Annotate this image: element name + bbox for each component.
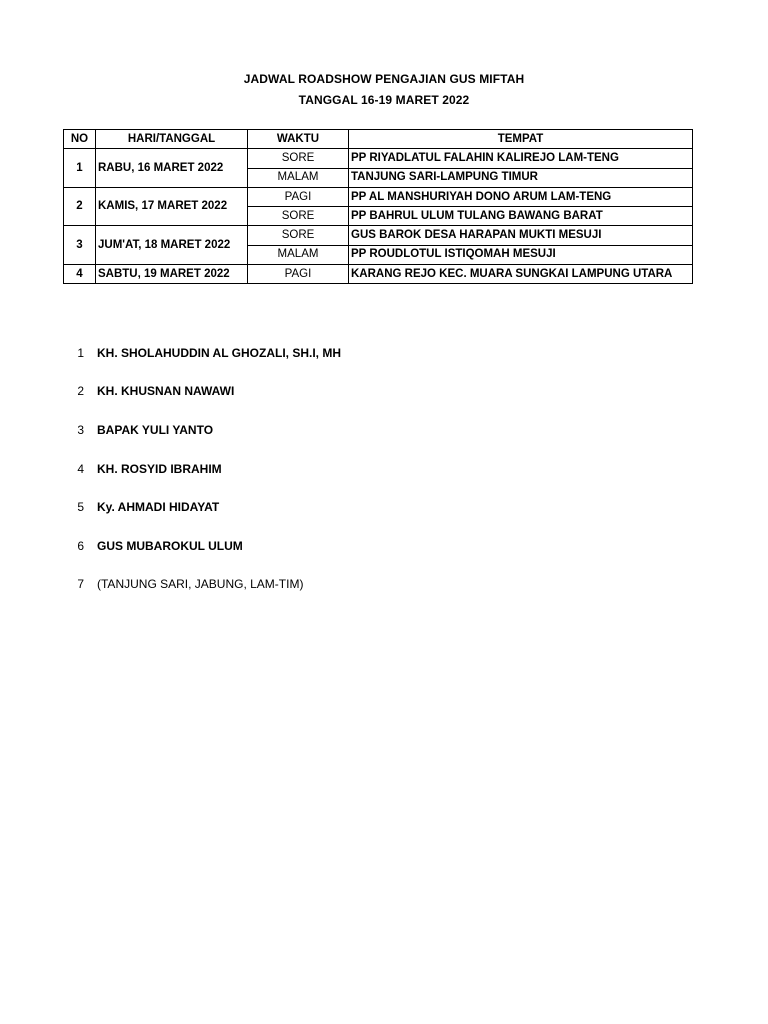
header-time: WAKTU	[248, 130, 349, 149]
document-title: JADWAL ROADSHOW PENGAJIAN GUS MIFTAH	[243, 72, 525, 86]
row-place: PP AL MANSHURIYAH DONO ARUM LAM-TENG	[349, 187, 693, 206]
list-item-number: 2	[77, 384, 84, 398]
row-time: SORE	[248, 226, 349, 245]
table-row	[64, 265, 693, 284]
row-time: PAGI	[248, 187, 349, 206]
list-item-number: 6	[77, 539, 84, 553]
list-item-number: 4	[77, 462, 84, 476]
row-day: SABTU, 19 MARET 2022	[96, 265, 248, 284]
table-row	[64, 187, 693, 206]
row-time: SORE	[248, 149, 349, 168]
document-subtitle: TANGGAL 16-19 MARET 2022	[298, 93, 470, 107]
list-item-name: BAPAK YULI YANTO	[97, 423, 214, 437]
row-place: PP RIYADLATUL FALAHIN KALIREJO LAM-TENG	[349, 149, 693, 168]
list-item-name: GUS MUBAROKUL ULUM	[97, 539, 243, 553]
row-no: 4	[64, 265, 96, 284]
list-item-name: KH. SHOLAHUDDIN AL GHOZALI, SH.I, MH	[97, 346, 341, 360]
table-header-row	[64, 130, 693, 149]
row-time: SORE	[248, 207, 349, 226]
row-place: GUS BAROK DESA HARAPAN MUKTI MESUJI	[349, 226, 693, 245]
row-place: PP BAHRUL ULUM TULANG BAWANG BARAT	[349, 207, 693, 226]
row-place: KARANG REJO KEC. MUARA SUNGKAI LAMPUNG UTARA	[349, 265, 693, 284]
list-item-number: 7	[77, 577, 84, 591]
list-item-name: KH. KHUSNAN NAWAWI	[97, 384, 235, 398]
row-day: JUM'AT, 18 MARET 2022	[96, 226, 248, 265]
header-place: TEMPAT	[349, 130, 693, 149]
schedule-table	[63, 129, 693, 284]
row-time: PAGI	[248, 265, 349, 284]
row-no: 1	[64, 149, 96, 188]
list-item-name: (TANJUNG SARI, JABUNG, LAM-TIM)	[97, 577, 304, 591]
list-item-name: KH. ROSYID IBRAHIM	[97, 462, 222, 476]
row-day: RABU, 16 MARET 2022	[96, 149, 248, 188]
table-row	[64, 226, 693, 245]
header-no: NO	[64, 130, 96, 149]
list-item-number: 1	[77, 346, 84, 360]
row-no: 2	[64, 187, 96, 226]
row-place: PP ROUDLOTUL ISTIQOMAH MESUJI	[349, 245, 693, 264]
row-time: MALAM	[248, 168, 349, 187]
row-no: 3	[64, 226, 96, 265]
row-place: TANJUNG SARI-LAMPUNG TIMUR	[349, 168, 693, 187]
table-row	[64, 149, 693, 168]
row-time: MALAM	[248, 245, 349, 264]
header-day: HARI/TANGGAL	[96, 130, 248, 149]
list-item-number: 5	[77, 500, 84, 514]
row-day: KAMIS, 17 MARET 2022	[96, 187, 248, 226]
list-item-name: Ky. AHMADI HIDAYAT	[97, 500, 220, 514]
list-item-number: 3	[77, 423, 84, 437]
